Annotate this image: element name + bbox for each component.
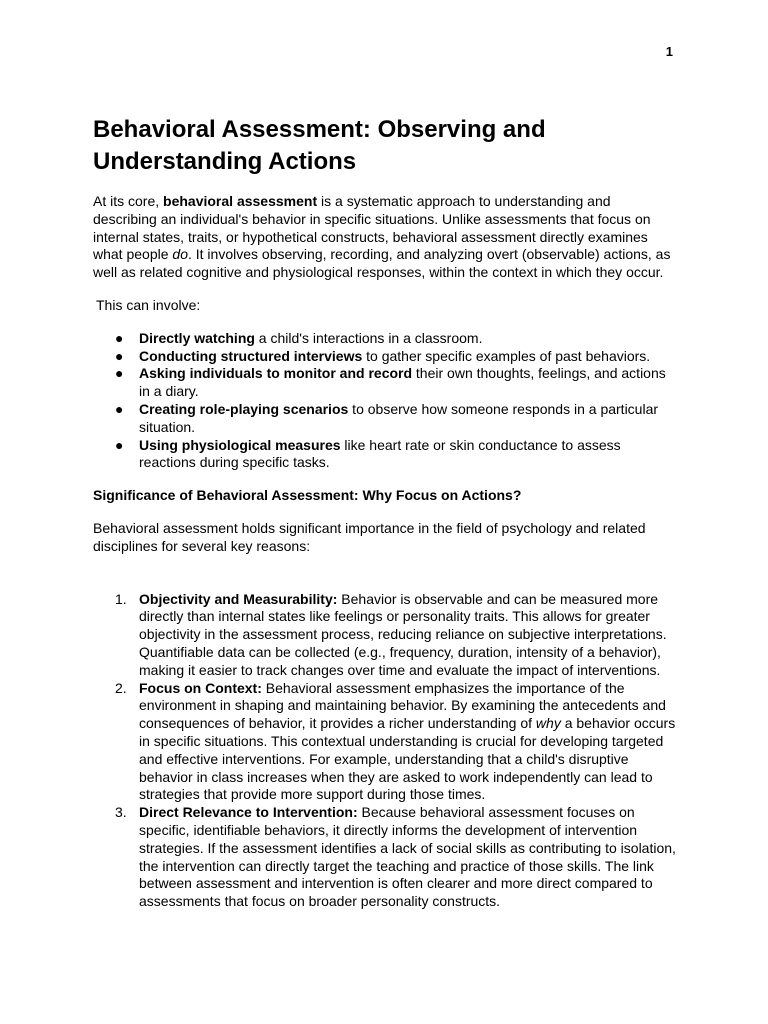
list-item-bold: Directly watching — [139, 329, 255, 346]
bullet-marker: ● — [115, 329, 124, 346]
document-body — [93, 114, 677, 911]
list-item-text: like heart rate or skin conductance to assess reactions during specific tasks. — [139, 436, 621, 471]
list-item-bold: Focus on Context: — [139, 679, 262, 696]
intro-text: At its core, — [93, 193, 164, 209]
section-heading: Significance of Behavioral Assessment: Why Focus on Actions? — [93, 487, 522, 504]
list-item — [93, 437, 677, 473]
list-item — [93, 591, 677, 680]
involve-label: This can involve: — [96, 296, 201, 313]
list-item-italic: why — [535, 715, 561, 732]
bullet-marker: ● — [115, 400, 124, 417]
intro-bold-term: behavioral assessment — [163, 193, 318, 209]
list-item-text: a child's interactions in a classroom. — [254, 329, 483, 346]
list-item — [93, 365, 677, 401]
intro-text: . It involves observing, recording, and analyzing overt (observable) actions, as well as related cognitive and physiological responses, within the context in which they occur. — [93, 246, 671, 281]
list-item-bold: Asking individuals to monitor and record — [139, 365, 413, 382]
intro-italic-term: do — [172, 246, 188, 263]
list-item — [93, 804, 677, 911]
bullet-marker: ● — [115, 436, 124, 453]
number-marker: 1. — [115, 590, 127, 607]
list-item-bold: Conducting structured interviews — [139, 347, 363, 364]
document-title: Behavioral Assessment: Observing and Understanding Actions — [93, 116, 546, 175]
list-item — [93, 401, 677, 437]
bullet-marker: ● — [115, 347, 124, 364]
reasons-list — [93, 591, 677, 911]
list-item-text: Behavioral assessment emphasizes the importance of the environment in shaping and maintaining behavior. By examining the antecedents and consequences of behavior, it provides a richer understanding of — [139, 679, 666, 732]
list-item-text: Because behavioral assessment focuses on specific, identifiable behaviors, it directly informs the development of intervention strategies. If the assessment identifies a lack of social skills as contributing to isolation, the intervention can directly target the teaching and practice of those skills. The link between assessment and intervention is often clearer and more direct compared to assessments that focus on broader personality constructs. — [139, 804, 676, 910]
list-item — [93, 330, 677, 348]
list-item-bold: Direct Relevance to Intervention: — [139, 804, 358, 821]
intro-paragraph — [93, 193, 677, 282]
list-item-text: a behavior occurs in specific situations. This contextual understanding is crucial for developing targeted and effective interventions. For example, understanding that a child's disruptive behavior in class increases when they are asked to work independently can lead to strategies that provide more support during those times. — [139, 715, 676, 803]
list-item-text: Behavior is observable and can be measured more directly than internal states like feelings or personality traits. This allows for greater objectivity in the assessment process, reducing reliance on subjective interpretations. Quantifiable data can be collected (e.g., frequency, duration, intensity of a behavior), making it easier to track changes over time and evaluate the impact of interventions. — [139, 590, 667, 678]
page-number: 1 — [665, 44, 673, 59]
list-item-text: to gather specific examples of past behaviors. — [362, 347, 651, 364]
bullet-marker: ● — [115, 365, 124, 382]
number-marker: 2. — [115, 679, 127, 696]
list-item — [93, 348, 677, 366]
list-item-bold: Creating role-playing scenarios — [139, 400, 349, 417]
list-item-bold: Objectivity and Measurability: — [139, 590, 338, 607]
list-item-bold: Using physiological measures — [139, 436, 341, 453]
intro-text: is a systematic approach to understanding and describing an individual's behavior in specific situations. Unlike assessments that focus on internal states, traits, or hypothetical constructs, behavioral assessment directly examines what people — [93, 193, 651, 263]
list-item — [93, 680, 677, 805]
list-item-text: their own thoughts, feelings, and actions in a diary. — [139, 365, 666, 400]
reasons-intro: Behavioral assessment holds significant importance in the field of psychology and related disciplines for several key reasons: — [93, 519, 646, 554]
involve-list — [93, 330, 677, 472]
number-marker: 3. — [115, 804, 127, 821]
list-item-text: to observe how someone responds in a particular situation. — [139, 400, 659, 435]
